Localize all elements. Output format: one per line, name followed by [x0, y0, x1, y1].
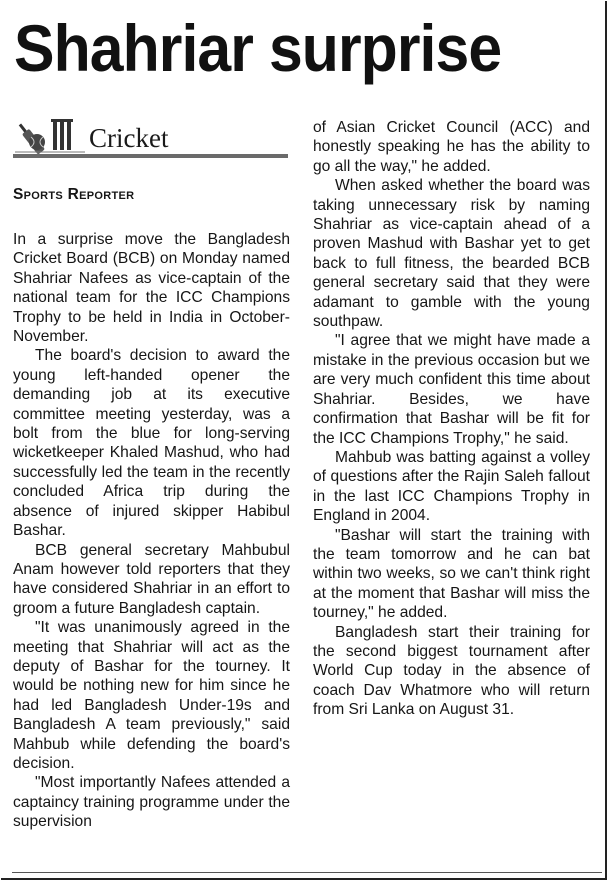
article-column-left	[13, 116, 290, 832]
article-paragraph: Mahbub was batting against a volley of questions after the Rajin Saleh fallout in the last ICC Champions Trophy in England in 2004.	[313, 448, 590, 525]
article-paragraph: The board's decision to award the young left-handed opener the demanding job at its executive committee meeting yesterday, was a bolt from the blue for long-serving wicketkeeper Khaled Mashud, who had successfully led the team in the recently concluded Africa trip during the absence of injured skipper Habibul Bashar.	[13, 347, 290, 540]
article-paragraph: "I agree that we might have made a mistake in the previous occasion but we are very much confident this time about Shahriar. Besides, we have confirmation that Bashar will be fit for the ICC Champions Trophy," he said.	[313, 332, 590, 447]
article-paragraph: of Asian Cricket Council (ACC) and honestly speaking he has the ability to go all the way," he added.	[313, 119, 590, 175]
section-label: Cricket	[89, 123, 169, 153]
byline: Sports Reporter	[13, 186, 135, 203]
bottom-rule	[12, 872, 602, 873]
article-paragraph: BCB general secretary Mahbubul Anam however told reporters that they have considered Shahriar in an effort to groom a future Bangladesh captain.	[13, 541, 290, 617]
article-column-right	[313, 118, 590, 720]
section-rule	[13, 154, 288, 158]
article-paragraph: "Bashar will start the training with the team tomorrow and he can bat within two weeks, so we can't think right at the moment that Bashar will miss the tourney," he added.	[313, 526, 590, 622]
section-logo	[13, 116, 290, 160]
headline: Shahriar surprise	[14, 11, 502, 85]
article-paragraph: In a surprise move the Bangladesh Cricket Board (BCB) on Monday named Shahriar Nafees as vice-captain of the national team for the ICC Champions Trophy to be held in India in October-November.	[13, 231, 290, 346]
article-paragraph: Bangladesh start their training for the second biggest tournament after World Cup today in the absence of coach Dav Whatmore who will return from Sri Lanka on August 31.	[313, 623, 590, 719]
article-paragraph: "It was unanimously agreed in the meeting that Shahriar will act as the deputy of Bashar for the tourney. It would be nothing new for him since he had led Bangladesh Under-19s and Bangladesh A team previously," said Mahbub while defending the board's decision.	[13, 619, 290, 772]
cricket-bat-ball-stumps-icon	[13, 116, 87, 156]
article-paragraph: When asked whether the board was taking unnecessary risk by naming Shahriar as vice-captain ahead of a proven Mashud with Bashar yet to get back to full fitness, the bearded BCB general secretary said that they were adamant to gamble with the young southpaw.	[313, 177, 590, 331]
article-paragraph: "Most importantly Nafees attended a captaincy training programme under the supervision	[13, 774, 290, 831]
